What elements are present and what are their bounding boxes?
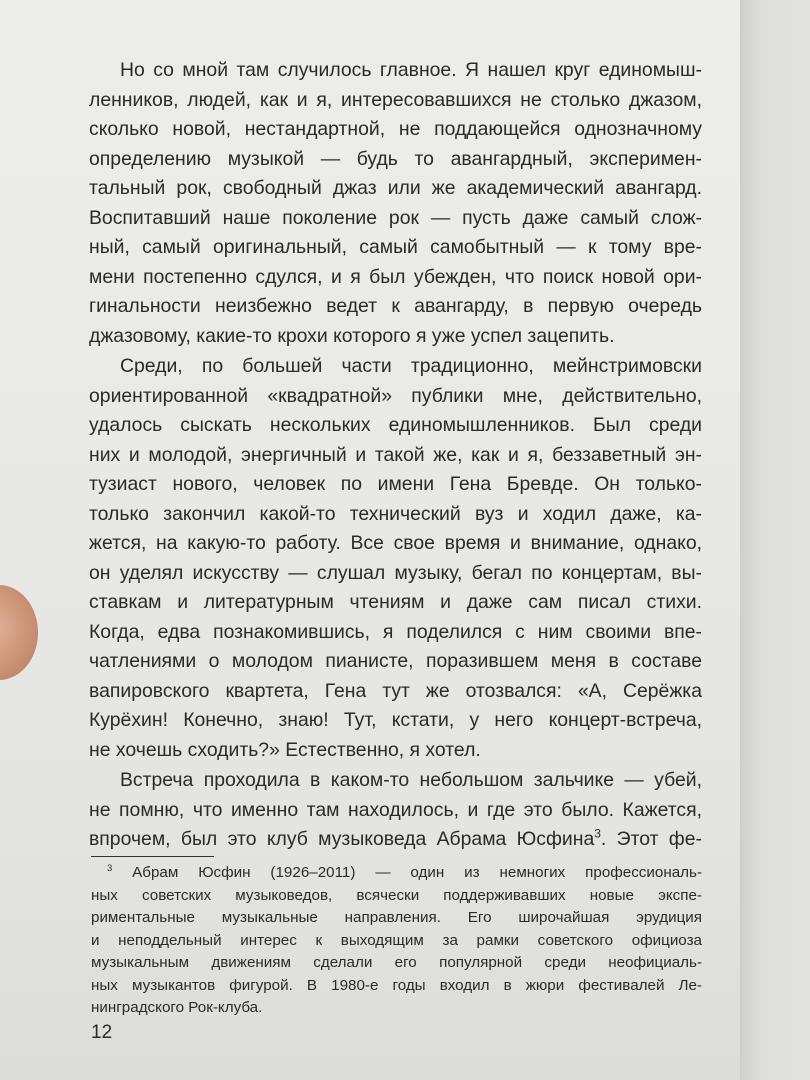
footnote-line: ных советских музыковедов, всячески поддерживавших новые экспе- — [91, 886, 702, 904]
footnote-line: и неподдельный интерес к выходящим за рамки советского официоза — [91, 931, 702, 949]
text-line: он уделял искусству — слушал музыку, бегал по концертам, вы- — [89, 561, 702, 584]
text-fragment: . Этот фе- — [600, 828, 703, 850]
text-line: Когда, едва познакомившись, я поделился с ним своими впе- — [89, 620, 702, 643]
text-line: ставкам и литературным чтениям и даже сам писал стихи. — [89, 591, 702, 613]
text-line: ориентированной «квадратной» публики мне, действительно, — [89, 384, 702, 407]
text-line: мени постепенно сдулся, и я был убежден, что поиск новой ори- — [89, 265, 702, 288]
page-number: 12 — [91, 1022, 113, 1043]
paragraph-1 — [89, 56, 702, 351]
footnote-text: Абрам Юсфин (1926–2011) — один из немногих профессиональ- — [112, 864, 702, 881]
text-fragment: впрочем, был это клуб музыковеда Абрама Юсфина — [89, 828, 595, 850]
next-page-edge — [740, 0, 810, 1080]
text-line: джазовому, какие-то крохи которого я уже успел зацепить. — [89, 324, 615, 347]
text-line: Курёхин! Конечно, знаю! Тут, кстати, у него концерт-встреча, — [89, 709, 702, 731]
text-line: удалось сыскать нескольких единомышленников. Был среди — [89, 414, 702, 436]
text-line: ленников, людей, как и я, интересовавшихся не столько джазом, — [89, 88, 702, 111]
text-line: не хочешь сходить?» Естественно, я хотел. — [89, 738, 481, 761]
paragraph-2 — [89, 352, 702, 765]
text-line: чатлениями о молодом пианисте, поразившем меня в составе — [89, 650, 702, 672]
text-line: них и молодой, энергичный и такой же, как и я, беззаветный эн- — [89, 443, 702, 466]
text-line: гинальности неизбежно ведет к авангарду, в первую очередь — [89, 295, 702, 317]
text-line: Встреча проходила в каком-то небольшом зальчике — убей, — [120, 769, 702, 791]
paragraph-3 — [89, 766, 702, 855]
text-line — [89, 825, 702, 855]
footnote-line: музыкальным движениям сделали его популярной среди неофициаль- — [91, 954, 702, 971]
footnote — [91, 862, 702, 1020]
text-line: Но со мной там случилось главное. Я нашел круг единомыш- — [120, 59, 702, 81]
text-line: Воспитавший наше поколение рок — пусть даже самый слож- — [89, 206, 702, 229]
text-line: не помню, что именно там находилось, и где это было. Кажется, — [89, 798, 702, 821]
footnote-line — [91, 862, 702, 885]
footnote-line: риментальные музыкальные направления. Его широчайшая эрудиция — [91, 909, 702, 926]
footnote-line: ных музыкантов фигурой. В 1980-е годы входил в жюри фестивалей Ле- — [91, 976, 702, 994]
text-line: только закончил какой-то технический вуз и ходил даже, ка- — [89, 502, 702, 525]
footnote-line: нинградского Рок-клуба. — [91, 999, 263, 1016]
text-line: тальный рок, свободный джаз или же академический авангард. — [89, 177, 702, 199]
fingertip — [0, 585, 38, 680]
text-line: жется, на какую-то работу. Все свое время и внимание, однако, — [89, 532, 702, 554]
text-line: сколько новой, нестандартной, не поддающейся однозначному — [89, 118, 702, 140]
text-line: вапировского квартета, Гена тут же отозвался: «А, Серёжка — [89, 679, 702, 702]
footnote-reference: 3 — [594, 826, 601, 841]
text-line: Среди, по большей части традиционно, мейнстримовски — [120, 355, 702, 377]
text-line: ный, самый оригинальный, самый самобытный — к тому вре- — [89, 236, 702, 258]
text-line: определению музыкой — будь то авангардный, эксперимен- — [89, 147, 702, 170]
footnote-marker: 3 — [107, 861, 113, 873]
footnote-rule — [91, 856, 214, 857]
text-line: тузиаст нового, человек по имени Гена Бревде. Он только- — [89, 473, 702, 495]
main-text — [89, 56, 702, 856]
